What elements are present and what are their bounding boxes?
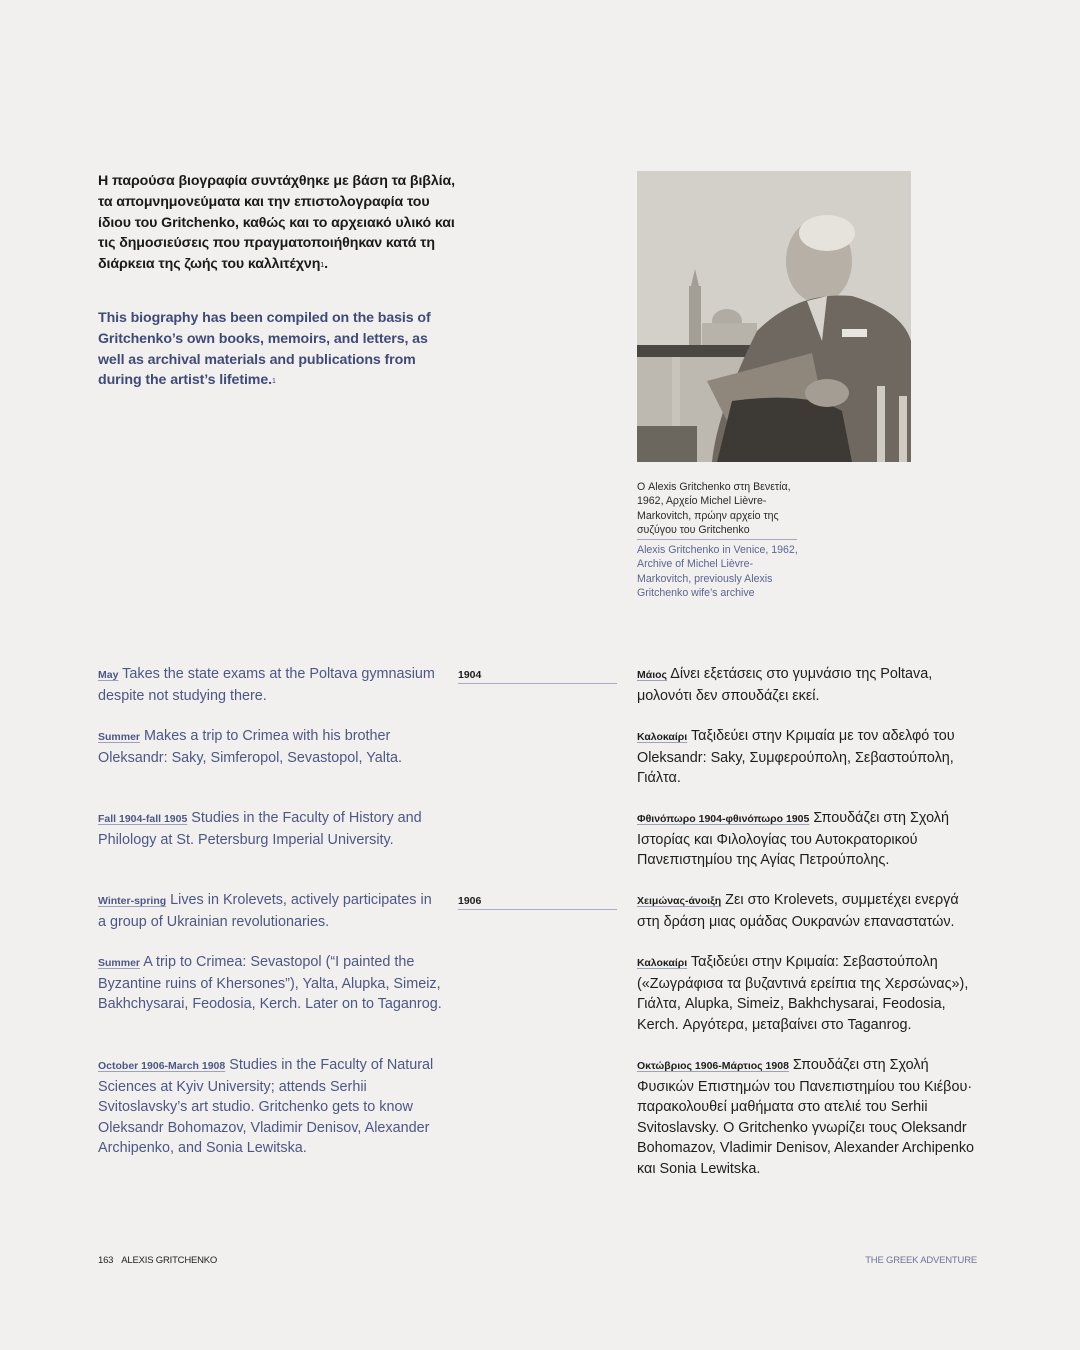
- timeline-entry-en: [98, 890, 443, 932]
- entry-date: Φθινόπωρο 1904-φθινόπωρο 1905: [637, 813, 810, 825]
- timeline-entry-gr: [637, 664, 982, 706]
- photo-illustration: [637, 171, 911, 462]
- entry-text: Studies in the Faculty of Natural Sciences at Kyiv University; attends Serhii Svitoslavsky’s art studio. Gritchenko gets to know Oleksandr Bohomazov, Vladimir Denisov, Alexander Archipenko, and Sonia Lewitska.: [98, 1057, 434, 1157]
- page-number: 163: [98, 1255, 114, 1266]
- entry-date: Summer: [98, 731, 141, 743]
- portrait-photo: [637, 171, 911, 462]
- intro-english: [98, 308, 443, 391]
- entry-date: Winter-spring: [98, 895, 167, 907]
- timeline-entry-gr: [637, 1055, 982, 1180]
- timeline-entry-en: [98, 664, 443, 706]
- timeline-entry-en: [98, 808, 443, 850]
- entry-text: Lives in Krolevets, actively participates in a group of Ukrainian revolutionaries.: [98, 892, 432, 930]
- section-title: THE GREEK ADVENTURE: [865, 1255, 977, 1266]
- timeline-entry-en: [98, 952, 443, 1015]
- entry-date: Summer: [98, 957, 141, 969]
- photo-caption-english: Alexis Gritchenko in Venice, 1962, Archive of Michel Lièvre-Markovitch, previously Alexis Gritchenko wife’s archive: [637, 544, 798, 599]
- entry-date: May: [98, 669, 119, 681]
- intro-greek-end: .: [324, 256, 328, 273]
- entry-text: Studies in the Faculty of History and Philology at St. Petersburg Imperial University.: [98, 810, 422, 848]
- timeline-entry-en: [98, 726, 443, 768]
- intro-greek: [98, 171, 458, 275]
- entry-date: Καλοκαίρι: [637, 731, 688, 743]
- entry-text: Takes the state exams at the Poltava gymnasium despite not studying there.: [98, 666, 435, 704]
- entry-text: Makes a trip to Crimea with his brother Oleksandr: Saky, Simferopol, Sevastopol, Yalta.: [98, 728, 402, 766]
- entry-text: Ταξιδεύει στην Κριμαία: Σεβαστούπολη («Ζωγράφισα τα βυζαντινά ερείπια της Χερσώνας»), Γιάλτα, Alupka, Simeiz, Bakhchysarai, Feodosia, Kerch. Αργότερα, μεταβαίνει στο Taganrog.: [637, 954, 969, 1033]
- intro-greek-text: Η παρούσα βιογραφία συντάχθηκε με βάση τα βιβλία, τα απομνημονεύματα και την επιστολογραφία του ίδιου του Gritchenko, καθώς και το αρχειακό υλικό και τις δημοσιεύσεις που πραγματοποιήθηκαν κατά τη διάρκεια της ζωής του καλλιτέχνη: [98, 173, 455, 273]
- book-title: ALEXIS GRITCHENKO: [121, 1255, 218, 1266]
- year-marker-1904: 1904: [458, 668, 617, 684]
- entry-date: Fall 1904-fall 1905: [98, 813, 188, 825]
- year-marker-1906: 1906: [458, 894, 617, 910]
- entry-text: Σπουδάζει στη Σχολή Ιστορίας και Φιλολογίας του Αυτοκρατορικού Πανεπιστημίου της Αγίας Πετρούπολης.: [637, 810, 949, 869]
- timeline-entry-gr: [637, 726, 982, 789]
- entry-text: A trip to Crimea: Sevastopol (“I painted the Byzantine ruins of Khersones”), Yalta, Alupka, Simeiz, Bakhchysarai, Feodosia, Kerch. Later on to Taganrog.: [98, 954, 442, 1013]
- intro-english-text: This biography has been compiled on the basis of Gritchenko’s own books, memoirs, and letters, as well as archival materials and publications from during the artist’s lifetime.: [98, 310, 431, 389]
- timeline-entry-gr: [637, 890, 982, 932]
- timeline-entry-en: [98, 1055, 443, 1159]
- entry-date: Χειμώνας-άνοιξη: [637, 895, 722, 907]
- entry-date: October 1906-March 1908: [98, 1060, 226, 1072]
- footnote-mark: 1: [271, 378, 276, 386]
- photo-caption-greek: Ο Alexis Gritchenko στη Βενετία, 1962, Αρχείο Michel Lièvre-Markovitch, πρώην αρχείο της συζύγου του Gritchenko: [637, 481, 791, 536]
- entry-text: Σπουδάζει στη Σχολή Φυσικών Επιστημών του Πανεπιστημίου του Κιέβου· παρακολουθεί μαθήματα στο ατελιέ του Serhii Svitoslavsky. Ο Gritchenko γνωρίζει τους Oleksandr Bohomazov, Vladimir Denisov, Alexander Archipenko και Sonia Lewitska.: [637, 1057, 975, 1177]
- footnote-mark: 1: [320, 262, 325, 270]
- timeline-entry-gr: [637, 952, 982, 1035]
- entry-text: Ζει στο Krolevets, συμμετέχει ενεργά στη δράση μιας ομάδας Ουκρανών επαναστατών.: [637, 892, 959, 930]
- entry-text: Ταξιδεύει στην Κριμαία με τον αδελφό του Oleksandr: Saky, Συμφερούπολη, Σεβαστούπολη, Γιάλτα.: [637, 728, 955, 787]
- entry-date: Μάιος: [637, 669, 667, 681]
- footer-left: [98, 1255, 217, 1266]
- timeline-entry-gr: [637, 808, 982, 871]
- entry-text: Δίνει εξετάσεις στο γυμνάσιο της Poltava, μολονότι δεν σπουδάζει εκεί.: [637, 666, 933, 704]
- entry-date: Καλοκαίρι: [637, 957, 688, 969]
- entry-date: Οκτώβριος 1906-Μάρτιος 1908: [637, 1060, 789, 1072]
- caption-divider: [637, 539, 797, 540]
